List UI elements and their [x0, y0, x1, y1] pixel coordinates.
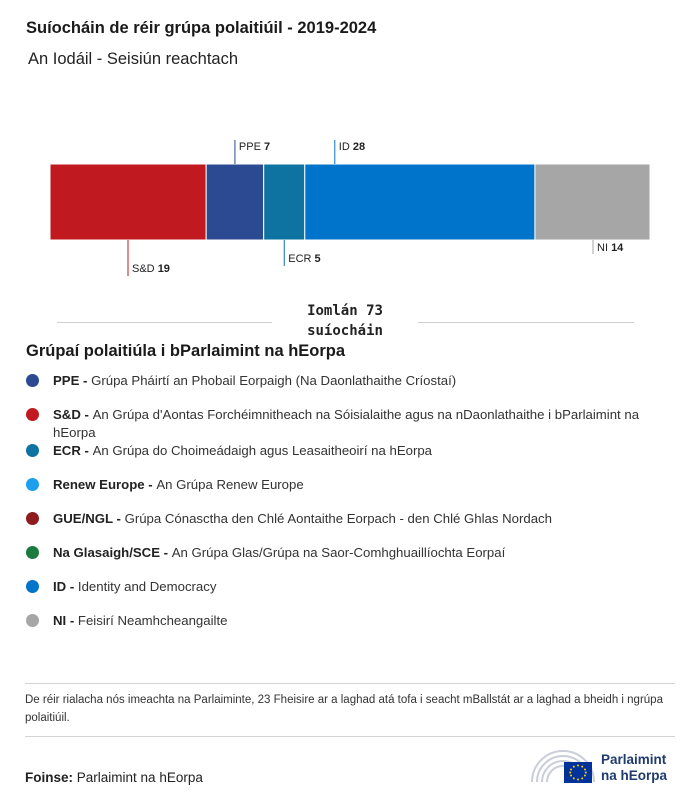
segment-label-id	[339, 141, 365, 153]
legend-item	[25, 406, 675, 442]
legend-description: An Grúpa do Choimeádaigh agus Leasaitheoirí na hEorpa	[92, 443, 433, 458]
legend-item	[25, 372, 675, 406]
legend-color-dot-icon	[26, 478, 39, 491]
legend-description: Grúpa Cónasctha den Chlé Aontaithe Eorpach - den Chlé Ghlas Nordach	[124, 511, 552, 526]
legend-abbr: S&D -	[53, 407, 93, 422]
segment-label-name: ECR	[288, 253, 315, 265]
legend-color-dot-icon	[26, 512, 39, 525]
legend-item	[25, 578, 675, 612]
legend-abbr: Na Glasaigh/SCE -	[53, 545, 172, 560]
segment-label-name: S&D	[132, 263, 158, 275]
total-seats-label	[272, 301, 418, 341]
logo-text	[601, 752, 667, 784]
legend	[25, 372, 675, 646]
segment-label-name: ID	[338, 141, 353, 153]
legend-abbr: NI -	[53, 613, 78, 628]
legend-item	[25, 476, 675, 510]
segment-label-value: 28	[352, 141, 366, 153]
legend-description: An Grúpa d'Aontas Forchéimnitheach na Sóisialaithe agus na nDaonlathaithe i bParlaimint na hEorpa	[53, 407, 640, 440]
legend-color-dot-icon	[26, 546, 39, 559]
source-label: Foinse:	[25, 770, 74, 785]
legend-description: Feisirí Neamhcheangailte	[77, 613, 228, 628]
segment-label-value: 14	[611, 242, 624, 254]
legend-item	[25, 510, 675, 544]
legend-description: Grúpa Pháirtí an Phobail Eorpaigh (Na Daonlathaithe Críostaí)	[91, 373, 457, 388]
segment-label-name: NI	[597, 242, 612, 254]
legend-item	[25, 442, 675, 476]
logo-text-line2: na hEorpa	[601, 768, 668, 783]
source-line	[25, 770, 203, 785]
legend-abbr: GUE/NGL -	[53, 511, 125, 526]
total-divider-left	[57, 322, 272, 323]
segment-label-ppe	[239, 141, 270, 153]
segment-label-ni	[597, 242, 624, 254]
segment-label-value: 5	[314, 253, 321, 265]
legend-color-dot-icon	[26, 444, 39, 457]
bar-segment-s-d	[50, 164, 206, 240]
legend-color-dot-icon	[26, 408, 39, 421]
total-seats-unit: suíocháin	[307, 323, 383, 339]
legend-abbr: ID -	[53, 579, 78, 594]
legend-color-dot-icon	[26, 580, 39, 593]
legend-abbr: PPE -	[53, 373, 92, 388]
bar-segment-id	[305, 164, 535, 240]
segment-label-name: PPE	[238, 141, 265, 153]
note-divider-top	[25, 683, 675, 684]
segment-label-ecr	[288, 253, 320, 265]
legend-abbr: ECR -	[53, 443, 93, 458]
note-divider-bottom	[25, 736, 675, 737]
chart-title: Suíocháin de réir grúpa polaitiúil - 2019-2024	[26, 19, 377, 37]
legend-description: Identity and Democracy	[77, 579, 217, 594]
legend-abbr: Renew Europe -	[53, 477, 157, 492]
total-divider-right	[418, 322, 634, 323]
legend-color-dot-icon	[26, 614, 39, 627]
legend-item	[25, 544, 675, 578]
segment-label-value: 19	[157, 263, 170, 275]
european-parliament-logo	[530, 746, 680, 786]
segment-label-s-d	[132, 263, 170, 275]
legend-color-dot-icon	[26, 374, 39, 387]
total-seats-count: Iomlán 73	[307, 303, 383, 319]
legend-item	[25, 612, 675, 646]
source-value: Parlaimint na hEorpa	[76, 770, 203, 785]
legend-title: Grúpaí polaitiúla i bParlaimint na hEorpa	[26, 342, 346, 360]
footnote: De réir rialacha nós imeachta na Parlaiminte, 23 Fheisire ar a laghad atá tofa i seacht mBallstát ar a laghad a bheidh i ngrúpa polaitiúil.	[25, 694, 663, 724]
parliament-hemicycle-icon	[530, 746, 596, 786]
legend-description: An Grúpa Glas/Grúpa na Saor-Comhghuaillíochta Eorpaí	[171, 545, 506, 560]
bar-segment-ecr	[264, 164, 305, 240]
legend-description: An Grúpa Renew Europe	[156, 477, 304, 492]
segment-label-value: 7	[264, 141, 271, 153]
chart-subtitle: An Iodáil - Seisiún reachtach	[28, 50, 239, 68]
bar-segment-ni	[535, 164, 650, 240]
bar-segment-ppe	[206, 164, 264, 240]
seat-distribution-chart	[0, 130, 700, 290]
logo-text-line1: Parlaimint	[601, 752, 667, 767]
